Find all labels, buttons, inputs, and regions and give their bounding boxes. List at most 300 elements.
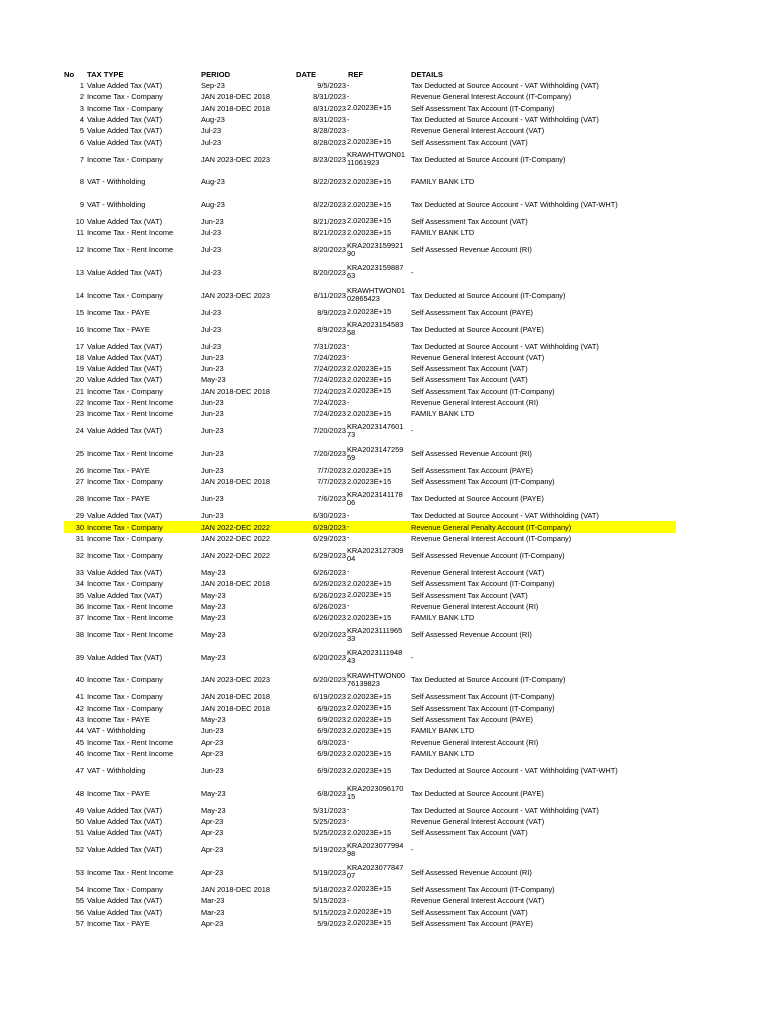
cell-period [201,216,293,227]
table-row [64,420,676,443]
cell-tax-type [87,306,200,317]
cell-date-text: 8/31/2023 [313,103,346,113]
cell-period [201,646,293,669]
cell-period-text: Jul-23 [201,267,222,277]
cell-date-text: 6/9/2023 [317,737,346,747]
cell-ref-text: - [347,567,350,577]
cell-tax-type [87,827,200,838]
cell-date-text: 7/24/2023 [313,364,346,374]
table-row [64,340,676,351]
cell-no [64,306,84,317]
cell-tax-type [87,623,200,646]
table-row [64,816,676,827]
cell-date-text: 8/20/2023 [313,245,346,255]
cell-period-text: May-23 [201,652,226,662]
cell-tax-type-text: Value Added Tax (VAT) [87,896,163,906]
cell-details [411,340,679,351]
cell-tax-type [87,193,200,216]
cell-ref [347,578,409,589]
cell-details [411,533,679,544]
cell-date [293,227,346,238]
cell-no [64,374,84,385]
cell-period-text: Apr-23 [201,845,224,855]
cell-no [64,193,84,216]
cell-no [64,838,84,861]
cell-no-text: 54 [75,884,84,894]
cell-details [411,578,679,589]
cell-period [201,544,293,567]
cell-no-text: 47 [75,766,84,775]
cell-date-text: 7/24/2023 [313,352,346,362]
cell-no [64,408,84,419]
table-row [64,284,676,307]
cell-no [64,420,84,443]
cell-period [201,759,293,782]
cell-tax-type-text: Value Added Tax (VAT) [87,375,163,385]
cell-details-text: Revenue General Interest Account (IT-Company) [411,533,572,543]
cell-tax-type [87,171,200,194]
cell-period-text: JAN 2023-DEC 2023 [201,675,271,685]
cell-tax-type-text: Income Tax - PAYE [87,788,150,798]
cell-no-text: 7 [79,154,84,164]
cell-date [293,488,346,511]
cell-ref [347,408,409,419]
header-no: No [64,70,75,79]
cell-tax-type-text: Value Added Tax (VAT) [87,341,163,351]
cell-tax-type-text: Value Added Tax (VAT) [87,511,163,521]
cell-date [293,386,346,397]
cell-details-text: Self Assessment Tax Account (VAT) [411,216,528,226]
cell-tax-type [87,612,200,623]
cell-date-text: 6/29/2023 [313,522,346,532]
cell-date [293,261,346,284]
cell-no [64,567,84,578]
cell-no-text: 19 [75,364,84,374]
cell-period [201,340,293,351]
cell-period-text: JAN 2022-DEC 2022 [201,533,271,543]
cell-tax-type-text: Value Added Tax (VAT) [87,426,163,436]
cell-tax-type [87,714,200,725]
cell-details-text: Self Assessment Tax Account (PAYE) [411,466,533,476]
cell-details-text: Tax Deducted at Source Account - VAT Withholding (VAT-WHT) [411,766,618,775]
cell-details-text: Self Assessment Tax Account (VAT) [411,590,528,600]
cell-period [201,737,293,748]
cell-no-text: 16 [75,324,84,334]
cell-date-text: 5/25/2023 [313,828,346,838]
cell-period-text: Jul-23 [201,137,222,147]
cell-no-text: 35 [75,590,84,600]
cell-date-text: 6/20/2023 [313,675,346,685]
cell-no-text: 11 [76,228,84,238]
cell-ref-text: 2.02023E+15 [347,612,392,622]
cell-date-text: 7/20/2023 [313,426,346,436]
table-row [64,782,676,805]
cell-ref [347,646,409,669]
cell-date [293,137,346,148]
cell-no-text: 57 [75,918,84,928]
cell-ref [347,567,409,578]
cell-ref [347,216,409,227]
cell-tax-type [87,816,200,827]
cell-date-text: 8/20/2023 [313,267,346,277]
cell-period-text: Jul-23 [201,341,222,351]
cell-period-text: Jun-23 [201,766,224,775]
cell-date [293,363,346,374]
cell-tax-type [87,906,200,917]
cell-tax-type-text: Value Added Tax (VAT) [87,567,163,577]
cell-ref-text: KRAWHTWON00 76139823 [347,670,406,688]
cell-details [411,137,679,148]
cell-period [201,861,293,884]
cell-ref-text: - [347,341,350,351]
cell-period [201,918,293,929]
cell-ref-text: KRA2023154583 58 [347,320,404,338]
cell-no [64,714,84,725]
table-row [64,125,676,136]
cell-no [64,861,84,884]
cell-tax-type-text: Value Added Tax (VAT) [87,828,163,838]
cell-no [64,759,84,782]
cell-ref-text: - [347,895,350,905]
cell-ref [347,80,409,91]
cell-no [64,782,84,805]
cell-tax-type [87,782,200,805]
table-row [64,612,676,623]
cell-ref [347,374,409,385]
cell-period [201,748,293,759]
cell-date [293,861,346,884]
cell-date [293,759,346,782]
cell-ref-text: - [347,522,350,532]
cell-date-text: 9/5/2023 [317,81,346,91]
cell-details [411,782,679,805]
cell-period-text: JAN 2018-DEC 2018 [201,92,271,102]
cell-ref-text: 2.02023E+15 [347,590,392,600]
cell-period-text: May-23 [201,375,226,385]
cell-details [411,386,679,397]
cell-no [64,533,84,544]
cell-period [201,408,293,419]
cell-tax-type-text: Income Tax - Company [87,675,163,685]
cell-no-text: 20 [75,375,84,385]
table-row [64,623,676,646]
cell-tax-type-text: Income Tax - Company [87,522,163,532]
cell-details [411,148,679,171]
cell-no-text: 18 [75,352,84,362]
cell-details-text: Tax Deducted at Source Account (PAYE) [411,788,544,798]
table-row [64,737,676,748]
cell-details [411,476,679,487]
cell-ref [347,193,409,216]
cell-no-text: 3 [79,103,84,113]
cell-period [201,80,293,91]
cell-details [411,918,679,929]
table-row [64,861,676,884]
cell-details [411,567,679,578]
cell-details [411,193,679,216]
cell-no-text: 28 [75,494,84,504]
cell-period [201,612,293,623]
cell-no-text: 46 [75,749,84,759]
cell-ref-text: 2.02023E+15 [347,884,392,894]
cell-period-text: Jun-23 [201,511,224,521]
cell-date-text: 7/24/2023 [313,386,346,396]
cell-ref-text: 2.02023E+15 [347,703,392,713]
cell-period-text: JAN 2018-DEC 2018 [201,386,271,396]
cell-ref [347,884,409,895]
cell-ref-text: 2.02023E+15 [347,476,392,486]
cell-details [411,804,679,815]
cell-details [411,691,679,702]
cell-tax-type-text: Income Tax - PAYE [87,715,150,725]
cell-ref [347,91,409,102]
cell-ref [347,827,409,838]
cell-period-text: Apr-23 [201,749,224,759]
cell-ref [347,725,409,736]
cell-date-text: 8/21/2023 [313,228,346,238]
table-row [64,386,676,397]
cell-no [64,91,84,102]
cell-date [293,91,346,102]
table-row [64,714,676,725]
cell-no [64,589,84,600]
cell-details [411,612,679,623]
cell-details-text: Self Assessed Revenue Account (RI) [411,630,532,640]
cell-tax-type-text: Income Tax - Rent Income [87,245,174,255]
cell-ref [347,748,409,759]
cell-date [293,171,346,194]
cell-no-text: 30 [75,522,84,532]
cell-ref [347,442,409,465]
cell-period [201,363,293,374]
cell-no [64,284,84,307]
cell-no [64,238,84,261]
cell-ref-text: 2.02023E+15 [347,918,392,928]
cell-details-text: Self Assessment Tax Account (PAYE) [411,715,533,725]
cell-no-text: 37 [75,613,84,623]
table-row [64,465,676,476]
cell-ref [347,397,409,408]
cell-period-text: Apr-23 [201,828,224,838]
cell-date [293,284,346,307]
cell-no [64,227,84,238]
cell-date [293,340,346,351]
cell-period [201,691,293,702]
table-row [64,838,676,861]
cell-details-text: Self Assessed Revenue Account (RI) [411,449,532,459]
cell-no-text: 25 [75,449,84,459]
cell-date [293,80,346,91]
cell-period-text: May-23 [201,788,226,798]
cell-period-text: Jun-23 [201,426,224,436]
cell-tax-type [87,521,200,532]
cell-no [64,261,84,284]
cell-ref-text: 2.02023E+15 [347,691,392,701]
cell-no [64,510,84,521]
cell-ref [347,521,409,532]
cell-tax-type [87,567,200,578]
cell-date-text: 7/7/2023 [317,477,346,487]
cell-period-text: May-23 [201,715,226,725]
cell-details [411,714,679,725]
cell-tax-type [87,703,200,714]
cell-details [411,318,679,341]
cell-date-text: 6/26/2023 [313,601,346,611]
cell-tax-type-text: Value Added Tax (VAT) [87,352,163,362]
cell-no [64,816,84,827]
cell-details [411,906,679,917]
cell-tax-type [87,669,200,692]
cell-ref-text: - [347,80,350,90]
cell-details [411,759,679,782]
cell-ref-text: KRA2023077847 07 [347,863,404,881]
cell-no-text: 24 [75,426,84,436]
cell-date [293,895,346,906]
cell-details-text: Tax Deducted at Source Account (IT-Company) [411,675,566,685]
cell-details [411,544,679,567]
cell-date-text: 7/7/2023 [317,466,346,476]
cell-no-text: 21 [75,386,84,396]
cell-date-text: 5/15/2023 [313,907,346,917]
cell-details [411,827,679,838]
cell-no-text: 55 [75,896,84,906]
cell-details-text: Self Assessed Revenue Account (IT-Company) [411,550,565,560]
cell-date [293,612,346,623]
cell-details-text: Tax Deducted at Source Account (PAYE) [411,324,544,334]
cell-tax-type [87,318,200,341]
cell-period [201,397,293,408]
cell-ref [347,714,409,725]
cell-no [64,646,84,669]
cell-tax-type-text: Income Tax - Company [87,884,163,894]
cell-date [293,884,346,895]
cell-details [411,861,679,884]
cell-date [293,510,346,521]
cell-ref-text: - [347,510,350,520]
cell-details-text: Self Assessed Revenue Account (RI) [411,245,532,255]
cell-ref-text: 2.02023E+15 [347,765,392,775]
cell-no-text: 49 [75,805,84,815]
cell-period-text: May-23 [201,613,226,623]
cell-no [64,340,84,351]
table-row [64,510,676,521]
cell-date [293,646,346,669]
cell-no-text: 15 [75,307,84,317]
cell-date-text: 8/28/2023 [313,126,346,136]
cell-date [293,193,346,216]
cell-ref-text: KRA2023127309 04 [347,546,404,564]
cell-details-text: Revenue General Interest Account (RI) [411,737,539,747]
cell-ref-text: 2.02023E+15 [347,374,392,384]
cell-details [411,408,679,419]
cell-tax-type [87,148,200,171]
cell-ref-text: 2.02023E+15 [347,103,392,113]
cell-tax-type-text: Income Tax - Rent Income [87,749,174,759]
cell-ref [347,171,409,194]
cell-period-text: Jul-23 [201,126,222,136]
cell-tax-type [87,759,200,782]
cell-no-text: 34 [75,579,84,589]
cell-no [64,114,84,125]
cell-ref [347,759,409,782]
cell-no [64,804,84,815]
cell-period [201,838,293,861]
cell-date-text: 5/9/2023 [317,918,346,928]
cell-ref [347,737,409,748]
table-row [64,884,676,895]
cell-details-text: - [411,652,414,662]
cell-no-text: 52 [75,845,84,855]
cell-details [411,488,679,511]
cell-date [293,691,346,702]
table-row [64,476,676,487]
cell-date-text: 5/25/2023 [313,816,346,826]
cell-no-text: 32 [75,550,84,560]
cell-no-text: 17 [75,341,84,351]
cell-date [293,306,346,317]
cell-tax-type-text: Income Tax - Rent Income [87,737,174,747]
cell-tax-type-text: Income Tax - Company [87,103,163,113]
cell-ref [347,420,409,443]
cell-details [411,737,679,748]
cell-details-text: Revenue General Interest Account (VAT) [411,567,545,577]
cell-details-text: Self Assessed Revenue Account (RI) [411,867,532,877]
cell-no [64,601,84,612]
cell-tax-type-text: Income Tax - Company [87,477,163,487]
table-row [64,759,676,782]
cell-period-text: Jun-23 [201,409,224,419]
table-row [64,827,676,838]
cell-tax-type-text: Income Tax - Company [87,703,163,713]
cell-no-text: 39 [75,652,84,662]
cell-details [411,114,679,125]
cell-date-text: 7/31/2023 [313,341,346,351]
cell-ref [347,148,409,171]
cell-ref [347,804,409,815]
cell-date [293,114,346,125]
cell-no-text: 9 [79,200,84,209]
cell-period [201,488,293,511]
cell-ref-text: - [347,91,350,101]
cell-tax-type [87,510,200,521]
cell-tax-type-text: Value Added Tax (VAT) [87,137,163,147]
cell-date-text: 7/20/2023 [313,449,346,459]
cell-ref-text: 2.02023E+15 [347,227,392,237]
cell-tax-type [87,340,200,351]
cell-date [293,148,346,171]
cell-details-text: FAMILY BANK LTD [411,228,475,238]
cell-period [201,816,293,827]
cell-date-text: 6/20/2023 [313,652,346,662]
cell-date [293,804,346,815]
cell-details-text: Tax Deducted at Source Account - VAT Withholding (VAT) [411,81,599,91]
cell-no-text: 31 [75,533,84,543]
cell-tax-type-text: Income Tax - PAYE [87,324,150,334]
cell-date [293,103,346,114]
cell-no-text: 41 [75,692,84,702]
cell-no [64,737,84,748]
cell-ref [347,816,409,827]
cell-period-text: Sep-23 [201,81,225,91]
cell-ref [347,476,409,487]
table-row [64,114,676,125]
cell-period-text: Jun-23 [201,216,224,226]
cell-date-text: 6/26/2023 [313,590,346,600]
cell-period [201,476,293,487]
cell-details [411,91,679,102]
cell-date-text: 8/31/2023 [313,92,346,102]
cell-period-text: Jul-23 [201,245,222,255]
